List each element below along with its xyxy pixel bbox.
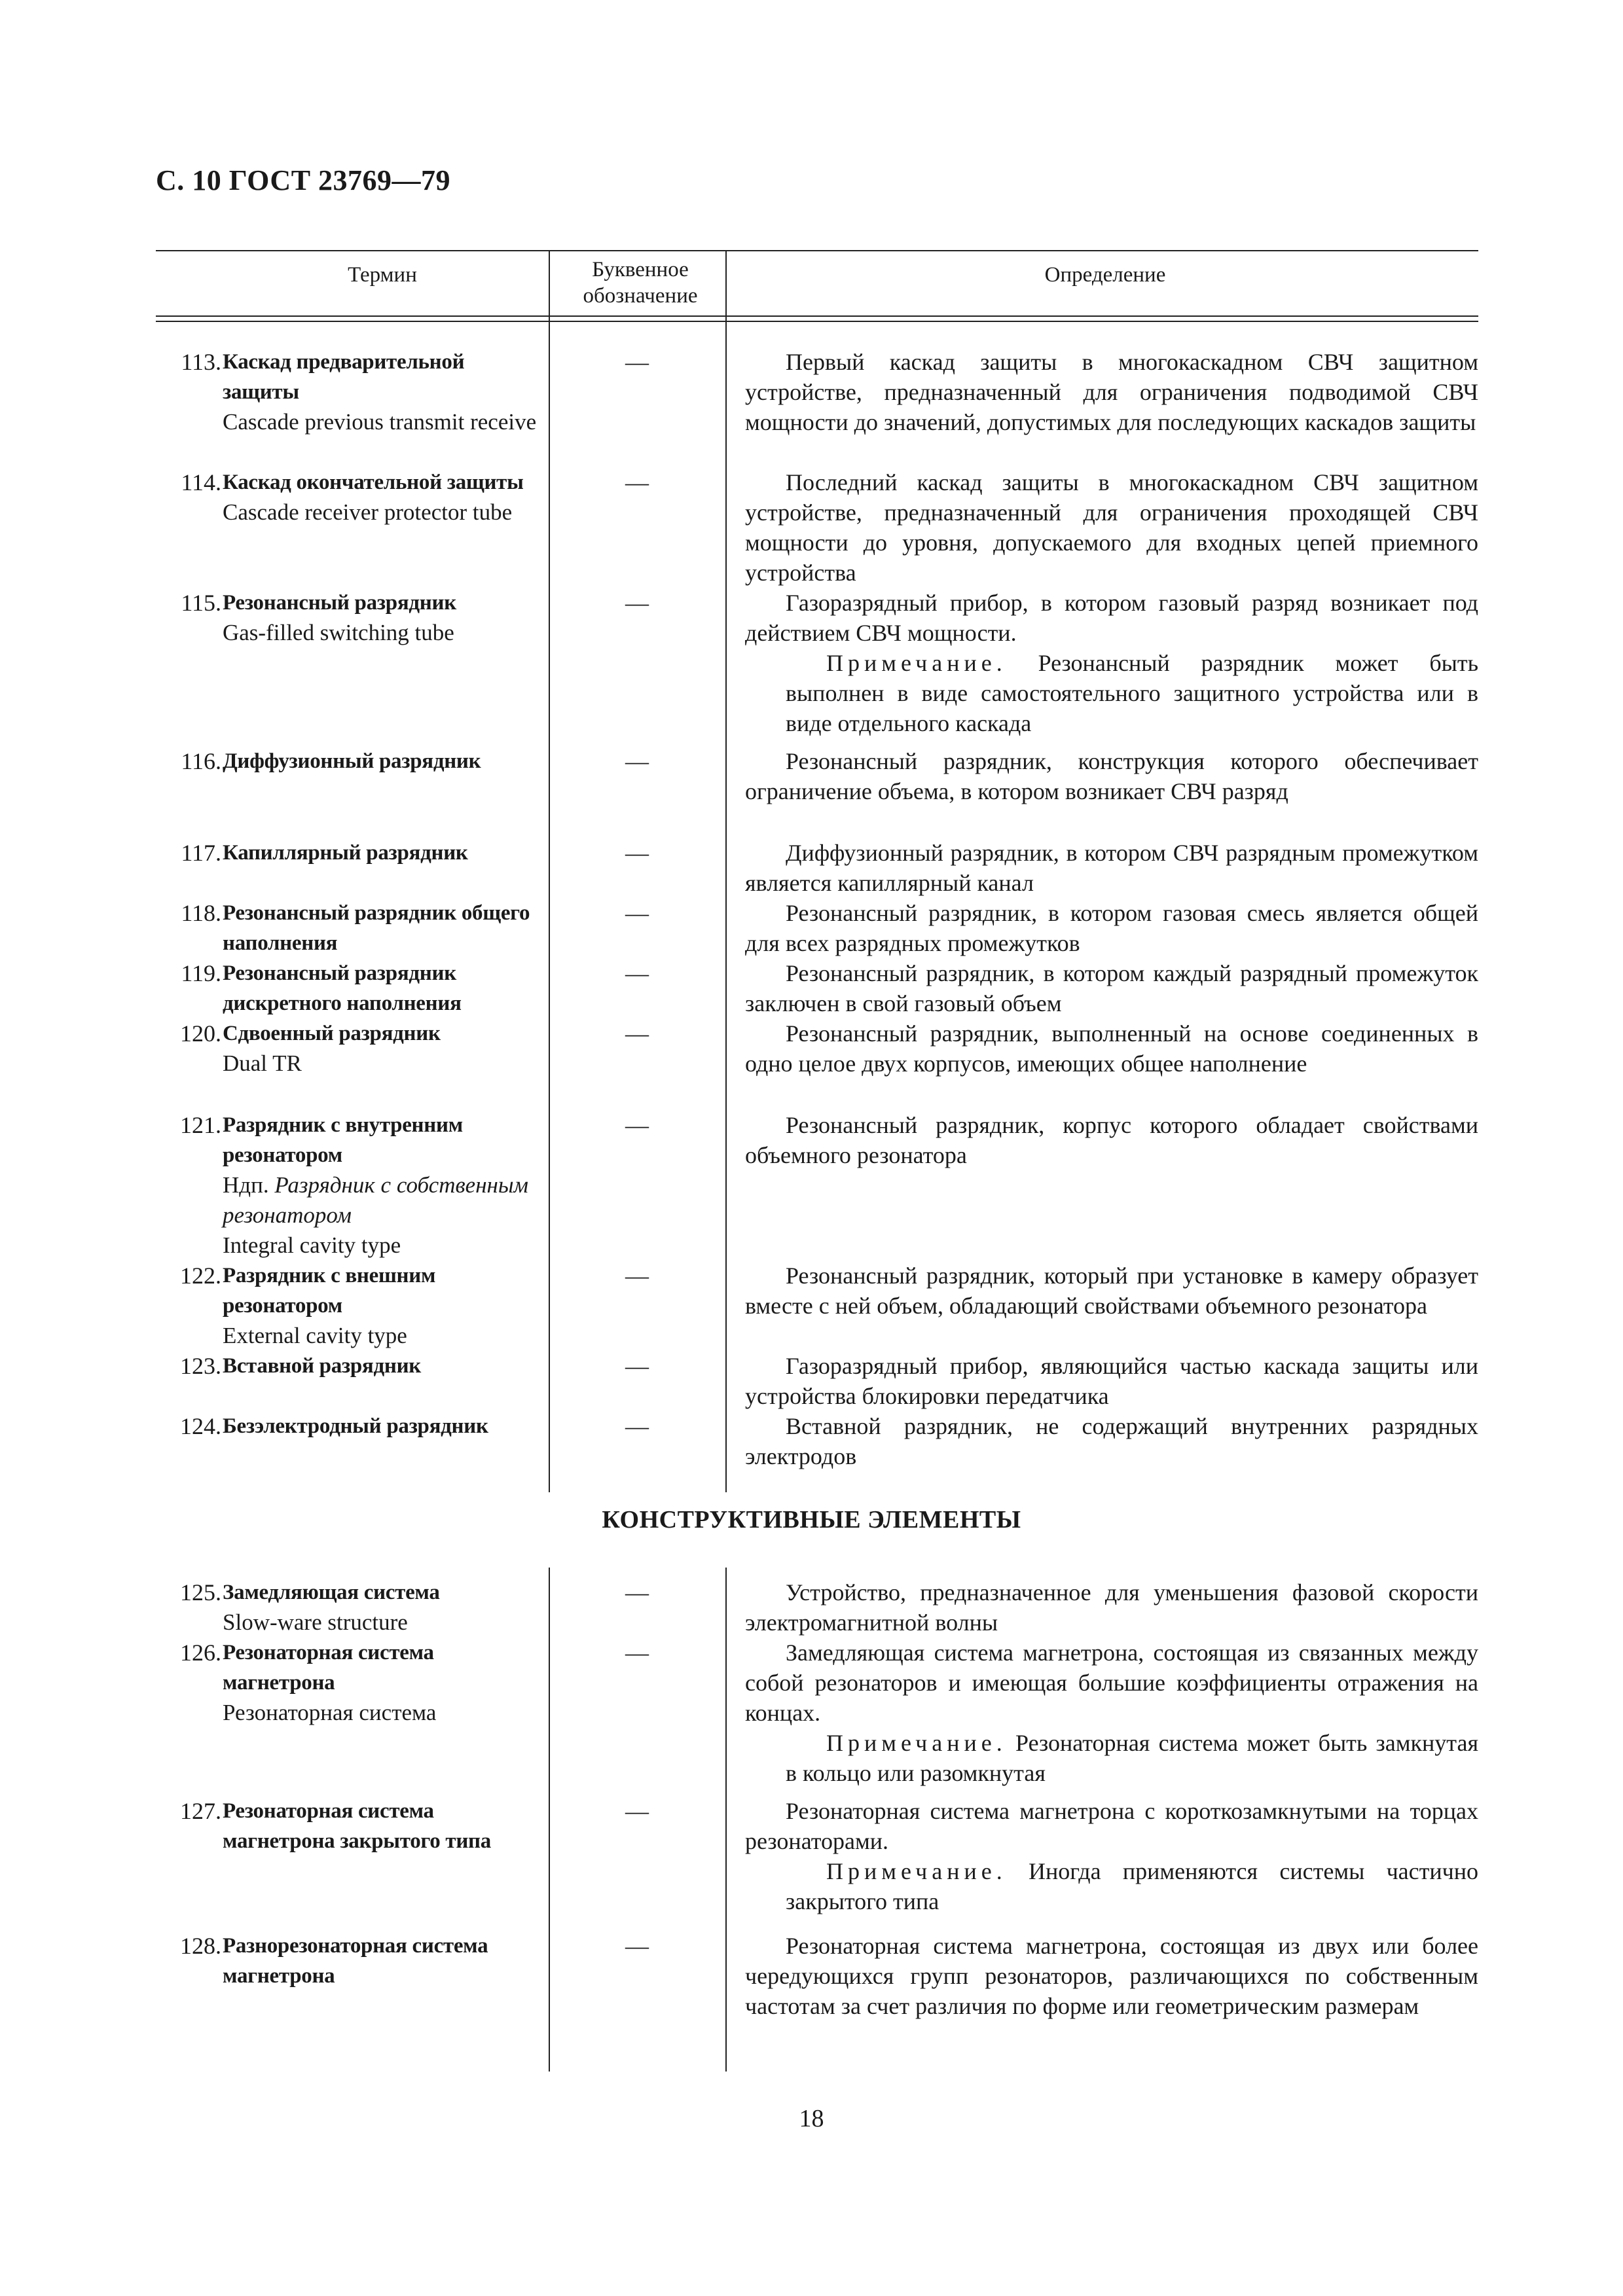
definition-text: Резонансный разрядник, корпус которого обладает свойствами объемного резонатора bbox=[745, 1112, 1478, 1168]
designation-cell: — bbox=[625, 1353, 649, 1379]
term-ru: Капиллярный разрядник bbox=[223, 841, 468, 865]
definition-cell bbox=[745, 1638, 1478, 1788]
term-number: 124. bbox=[180, 1413, 221, 1439]
term-number: 114. bbox=[181, 469, 221, 495]
term-cell bbox=[223, 1261, 542, 1351]
designation-cell: — bbox=[625, 469, 649, 495]
term-ru: Каскад окончательной защиты bbox=[223, 471, 524, 494]
term-number: 126. bbox=[180, 1640, 221, 1666]
term-number: 125. bbox=[180, 1579, 221, 1605]
note-label: Примечание. bbox=[826, 650, 1007, 676]
term-ru: Резонансный разрядник bbox=[223, 591, 456, 615]
term-ru: Разрядник с внешним резонатором bbox=[223, 1264, 436, 1318]
definition-cell bbox=[745, 1577, 1478, 1638]
term-ru: Резонаторная система магнетрона закрытого типа bbox=[223, 1799, 491, 1853]
definition-cell bbox=[745, 746, 1478, 806]
term-number: 127. bbox=[180, 1798, 221, 1824]
term-cell bbox=[223, 1796, 542, 1856]
note-label: Примечание. bbox=[826, 1858, 1007, 1884]
definition-text: Резонансный разрядник, в котором газовая смесь является общей для всех разрядных промежутков bbox=[745, 900, 1478, 956]
term-cell bbox=[223, 347, 542, 437]
section-title: КОНСТРУКТИВНЫЕ ЭЛЕМЕНТЫ bbox=[602, 1506, 1021, 1534]
column-header-designation: Буквенное обозначение bbox=[583, 258, 698, 308]
column-rule-designation bbox=[725, 250, 727, 1492]
table-top-rule bbox=[156, 250, 1478, 251]
definition-cell bbox=[745, 1110, 1478, 1170]
term-number: 113. bbox=[181, 349, 221, 375]
term-number: 117. bbox=[181, 840, 221, 866]
designation-cell: — bbox=[625, 1112, 649, 1138]
definition-cell bbox=[745, 467, 1478, 588]
term-number: 121. bbox=[180, 1112, 221, 1138]
designation-cell: — bbox=[625, 1798, 649, 1824]
definition-note bbox=[745, 1728, 1478, 1788]
definition-cell bbox=[745, 898, 1478, 958]
note-text: Резонаторная система может быть замкнутая в кольцо или разомкнутая bbox=[786, 1730, 1479, 1786]
term-cell bbox=[223, 1110, 542, 1261]
term-en: Cascade previous transmit receive bbox=[223, 409, 537, 435]
term-cell bbox=[223, 898, 542, 958]
note-text: Резонансный разрядник может быть выполнен в виде самостоятельного защитного устройства или в виде отдельного каскада bbox=[786, 650, 1478, 736]
definition-cell bbox=[745, 838, 1478, 898]
definition-text: Резонансный разрядник, который при установке в камеру образует вместе с ней объем, обладающий свойствами объемного резонатора bbox=[745, 1263, 1478, 1319]
term-cell bbox=[223, 1018, 542, 1079]
designation-cell: — bbox=[625, 748, 649, 774]
designation-cell: — bbox=[625, 349, 649, 375]
definition-note bbox=[745, 1856, 1478, 1916]
term-number: 120. bbox=[180, 1020, 221, 1047]
designation-cell: — bbox=[625, 1263, 649, 1289]
term-cell bbox=[223, 588, 542, 648]
designation-cell: — bbox=[625, 1640, 649, 1666]
table-header-rule-2 bbox=[156, 321, 1478, 322]
term-cell bbox=[223, 958, 542, 1018]
term-ru: Разнорезонаторная система магнетрона bbox=[223, 1934, 488, 1988]
definition-text: Газоразрядный прибор, в котором газовый разряд возникает под действием СВЧ мощности. bbox=[745, 590, 1478, 646]
term-ru: Резонаторная система магнетрона bbox=[223, 1641, 434, 1695]
definition-text: Газоразрядный прибор, являющийся частью каскада защиты или устройства блокировки передатчика bbox=[745, 1353, 1478, 1409]
deprecated-term: Разрядник с собственным резонатором bbox=[223, 1172, 528, 1228]
designation-cell: — bbox=[625, 590, 649, 616]
term-number: 119. bbox=[181, 960, 221, 986]
deprecated-prefix: Ндп. bbox=[223, 1172, 269, 1198]
note-text: Иногда применяются системы частично закрытого типа bbox=[786, 1858, 1479, 1914]
term-en: External cavity type bbox=[223, 1323, 407, 1348]
definition-cell bbox=[745, 1411, 1478, 1471]
term-cell bbox=[223, 1577, 542, 1638]
term-ru: Вставной разрядник bbox=[223, 1354, 422, 1378]
term-ru: Замедляющая система bbox=[223, 1581, 440, 1604]
column-rule-term bbox=[549, 250, 550, 1492]
definition-text: Устройство, предназначенное для уменьшения фазовой скорости электромагнитной волны bbox=[745, 1579, 1478, 1636]
definition-cell bbox=[745, 1018, 1478, 1079]
definition-text: Вставной разрядник, не содержащий внутренних разрядных электродов bbox=[745, 1413, 1478, 1469]
definition-text: Диффузионный разрядник, в котором СВЧ разрядным промежутком является капиллярный канал bbox=[745, 840, 1478, 896]
definition-text: Резонаторная система магнетрона с короткозамкнутыми на торцах резонаторами. bbox=[745, 1798, 1478, 1854]
definition-text: Последний каскад защиты в многокаскадном СВЧ защитном устройстве, предназначенный для ограничения проходящей СВЧ мощности до уровня, допускаемого для входных цепей приемного устройства bbox=[745, 469, 1478, 586]
term-ru: Разрядник с внутренним резонатором bbox=[223, 1113, 463, 1167]
designation-cell: — bbox=[625, 960, 649, 986]
term-ru: Диффузионный разрядник bbox=[223, 749, 481, 773]
term-number: 118. bbox=[181, 900, 221, 926]
column-rule-designation bbox=[725, 1568, 727, 2072]
designation-cell: — bbox=[625, 1579, 649, 1605]
definition-cell bbox=[745, 1931, 1478, 2021]
term-number: 115. bbox=[181, 590, 221, 616]
page-number: 18 bbox=[799, 2105, 824, 2132]
definition-text: Резонансный разрядник, выполненный на основе соединенных в одно целое двух корпусов, имеющих общее наполнение bbox=[745, 1020, 1478, 1077]
term-en: Slow-ware structure bbox=[223, 1609, 408, 1635]
page-header: С. 10 ГОСТ 23769—79 bbox=[156, 164, 451, 196]
term-en: Резонаторная система bbox=[223, 1700, 437, 1725]
term-cell bbox=[223, 1351, 542, 1381]
term-cell bbox=[223, 1931, 542, 1991]
term-cell bbox=[223, 746, 542, 776]
designation-cell: — bbox=[625, 1933, 649, 1959]
designation-cell: — bbox=[625, 900, 649, 926]
table-header-rule-1 bbox=[156, 315, 1478, 317]
definition-cell bbox=[745, 347, 1478, 437]
designation-cell: — bbox=[625, 1413, 649, 1439]
term-cell bbox=[223, 838, 542, 868]
term-en: Gas-filled switching tube bbox=[223, 620, 454, 645]
definition-cell bbox=[745, 1261, 1478, 1321]
term-en: Dual TR bbox=[223, 1050, 302, 1076]
term-cell bbox=[223, 467, 542, 528]
definition-text: Резонансный разрядник, в котором каждый разрядный промежуток заключен в свой газовый объем bbox=[745, 960, 1478, 1016]
term-cell bbox=[223, 1638, 542, 1728]
definition-note bbox=[745, 648, 1478, 738]
term-ru: Сдвоенный разрядник bbox=[223, 1022, 441, 1045]
definition-text: Замедляющая система магнетрона, состоящая из связанных между собой резонаторов и имеющая большие коэффициенты отражения на концах. bbox=[745, 1640, 1478, 1726]
designation-cell: — bbox=[625, 1020, 649, 1047]
definition-cell bbox=[745, 958, 1478, 1018]
term-en: Integral cavity type bbox=[223, 1232, 401, 1258]
term-number: 128. bbox=[180, 1933, 221, 1959]
term-en: Cascade receiver protector tube bbox=[223, 499, 513, 525]
column-header-term: Термин bbox=[348, 263, 417, 287]
column-header-definition: Определение bbox=[1044, 263, 1166, 287]
definition-text: Резонансный разрядник, конструкция которого обеспечивает ограничение объема, в котором возникает СВЧ разряд bbox=[745, 748, 1478, 804]
definition-cell bbox=[745, 1351, 1478, 1411]
definition-cell bbox=[745, 588, 1478, 738]
definition-cell bbox=[745, 1796, 1478, 1916]
term-number: 122. bbox=[180, 1263, 221, 1289]
term-ru: Резонансный разрядник общего наполнения bbox=[223, 901, 530, 955]
term-number: 123. bbox=[180, 1353, 221, 1379]
definition-text: Первый каскад защиты в многокаскадном СВЧ защитном устройстве, предназначенный для ограничения подводимой СВЧ мощности до значений, допустимых для последующих каскадов защиты bbox=[745, 349, 1478, 435]
term-cell bbox=[223, 1411, 542, 1441]
term-ru: Резонансный разрядник дискретного наполнения bbox=[223, 961, 462, 1015]
definition-text: Резонаторная система магнетрона, состоящая из двух или более чередующихся групп резонаторов, различающихся по собственным частотам за счет различия по форме или геометрическим размерам bbox=[745, 1933, 1478, 2019]
term-number: 116. bbox=[181, 748, 221, 774]
designation-cell: — bbox=[625, 840, 649, 866]
note-label: Примечание. bbox=[826, 1730, 1007, 1756]
term-deprecated bbox=[223, 1170, 542, 1230]
term-ru: Безэлектродный разрядник bbox=[223, 1414, 488, 1438]
term-ru: Каскад предварительной защиты bbox=[223, 350, 465, 404]
